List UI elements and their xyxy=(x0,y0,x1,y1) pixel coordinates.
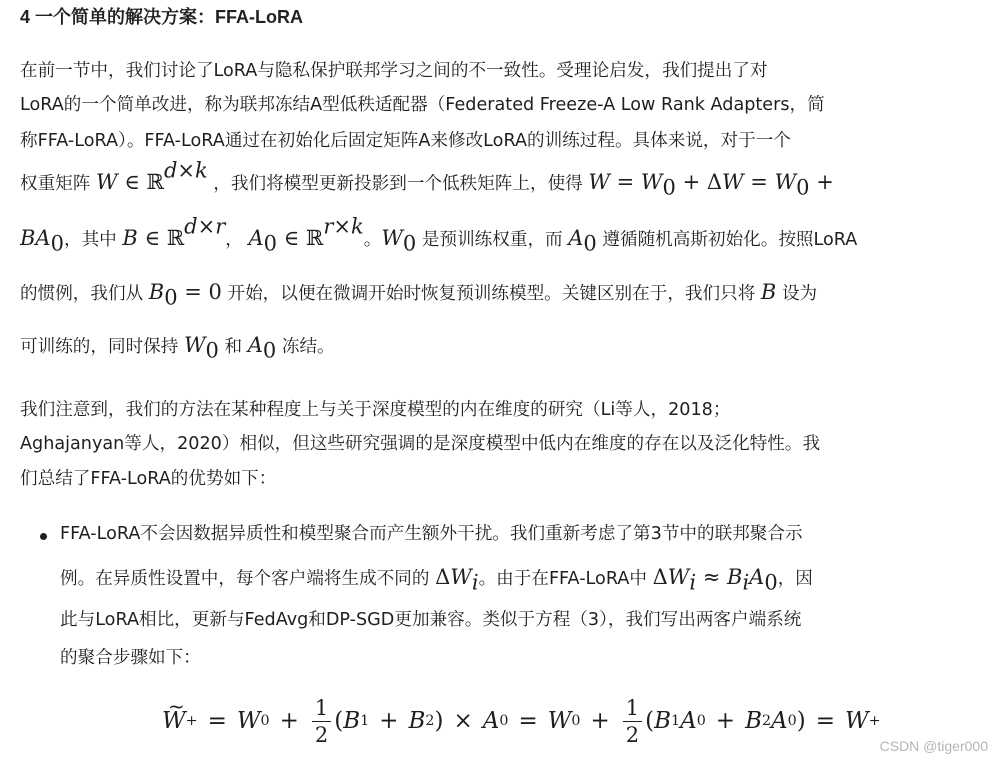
math-update-eq: W xyxy=(588,170,610,194)
math-b-in-r: B xyxy=(122,226,138,250)
aggregation-formula: ~ W + = W 0 + $\frac{1}{2}$ ( B 1 + B 2 ) × A 0 = W 0 + $\frac{1}{2}$ ( B 1 A 0 + B 2 A 0 ) = W + xyxy=(162,686,881,756)
paragraph-1-line-7: 可训练的，同时保持 $W_0$ 和 $A_0$ 冻结。 xyxy=(20,333,335,363)
math-w-tilde: ~ W xyxy=(162,708,186,734)
text-heterogeneity: 例。在异质性设置中，每个客户端将生成不同的 xyxy=(60,569,430,589)
math-w0-frozen: W xyxy=(183,333,206,357)
text-projection: ，我们将模型更新投影到一个低秩矩阵上，使得 xyxy=(213,174,583,194)
math-a0-in-r: A xyxy=(248,226,264,250)
csdn-watermark: CSDN @tiger000 xyxy=(879,738,988,754)
math-delta-wi: Δ xyxy=(435,565,451,589)
bullet-1-line-3: 此与LoRA相比，更新与FedAvg和DP-SGD更加兼容。类似于方程（3），我们写出两客户端系统 xyxy=(60,610,802,630)
paragraph-1-line-3: 称FFA-LoRA）。FFA-LoRA通过在初始化后固定矩阵A来修改LoRA的训练过程。具体来说，对于一个 xyxy=(20,131,791,151)
text-gaussian-init: 遵循随机高斯初始化。按照LoRA xyxy=(602,230,858,250)
bullet-dot xyxy=(40,533,47,540)
fraction-half-2: $\frac{1}{2}$ xyxy=(623,695,642,748)
text-start: 开始，以便在微调开始时恢复预训练模型。关键区别在于，我们只将 xyxy=(227,284,756,304)
paragraph-2-line-3: 们总结了FFA-LoRA的优势如下： xyxy=(20,469,277,489)
text-weight-matrix: 权重矩阵 xyxy=(20,174,91,194)
math-b: B xyxy=(760,280,777,304)
text-since: 。由于在FFA-LoRA中 xyxy=(478,569,647,589)
math-a0: A xyxy=(568,226,584,250)
text-comma: ， xyxy=(225,230,243,250)
text-therefore: ，因 xyxy=(777,569,813,589)
paragraph-1-line-2: LoRA的一个简单改进，称为联邦冻结A型低秩适配器（Federated Freeze-A Low Rank Adapters，简 xyxy=(20,95,825,115)
text-trainable: 可训练的，同时保持 xyxy=(20,337,179,357)
paragraph-1-line-1: 在前一节中，我们讨论了LoRA与隐私保护联邦学习之间的不一致性。受理论启发，我们提出了对 xyxy=(20,61,768,81)
text-set-as: 设为 xyxy=(781,284,818,304)
text-pretrained: 是预训练权重，而 xyxy=(421,230,563,250)
math-w-in-r: W xyxy=(95,170,118,194)
bullet-1-line-2: 例。在异质性设置中，每个客户端将生成不同的 $\Delta W_i$。由于在FFA-LoRA中 $\Delta W_i \approx B_iA_0$，因 xyxy=(60,565,813,595)
text-and: 和 xyxy=(224,337,243,357)
paragraph-2-line-2: Aghajanyan等人，2020）相似，但这些研究强调的是深度模型中低内在维度的存在以及泛化特性。我 xyxy=(20,434,821,454)
section-heading: 4 一个简单的解决方案：FFA-LoRA xyxy=(20,7,303,27)
math-w0: W xyxy=(381,226,403,250)
paragraph-1-line-4: 权重矩阵 W ∈ ℝ$^{d\times k}$ ，我们将模型更新投影到一个低秩矩阵上，使得 $W = W_0 + \Delta W = W_0$ + xyxy=(20,158,834,200)
math-delta-approx: Δ xyxy=(652,565,668,589)
paragraph-1-line-6: 的惯例，我们从 $B_0 = 0$ 开始，以便在微调开始时恢复预训练模型。关键区别在于，我们只将 B 设为 xyxy=(20,280,818,310)
math-a0-frozen: A xyxy=(247,333,263,357)
text-where: ，其中 xyxy=(63,230,117,250)
bullet-1-line-4: 的聚合步骤如下： xyxy=(60,648,201,668)
math-ba0: BA xyxy=(20,226,51,250)
math-b0-zero: B xyxy=(148,280,165,304)
fraction-half-1: $\frac{1}{2}$ xyxy=(312,695,331,748)
text-frozen: 冻结。 xyxy=(281,337,335,357)
bullet-1-line-1: FFA-LoRA不会因数据异质性和模型聚合而产生额外干扰。我们重新考虑了第3节中的联邦聚合示 xyxy=(60,524,803,544)
paragraph-1-line-5: $BA_0$，其中 B ∈ ℝ$^{d\times r}$， $A_0$ ∈ ℝ$^{r\times k}$。$W_0$ 是预训练权重，而 $A_0$ 遵循随机高斯初始化。按照LoRA xyxy=(20,214,858,256)
text-period: 。 xyxy=(363,230,382,250)
paragraph-2-line-1: 我们注意到，我们的方法在某种程度上与关于深度模型的内在维度的研究（Li等人，2018； xyxy=(20,400,731,420)
text-convention: 的惯例，我们从 xyxy=(20,284,144,304)
